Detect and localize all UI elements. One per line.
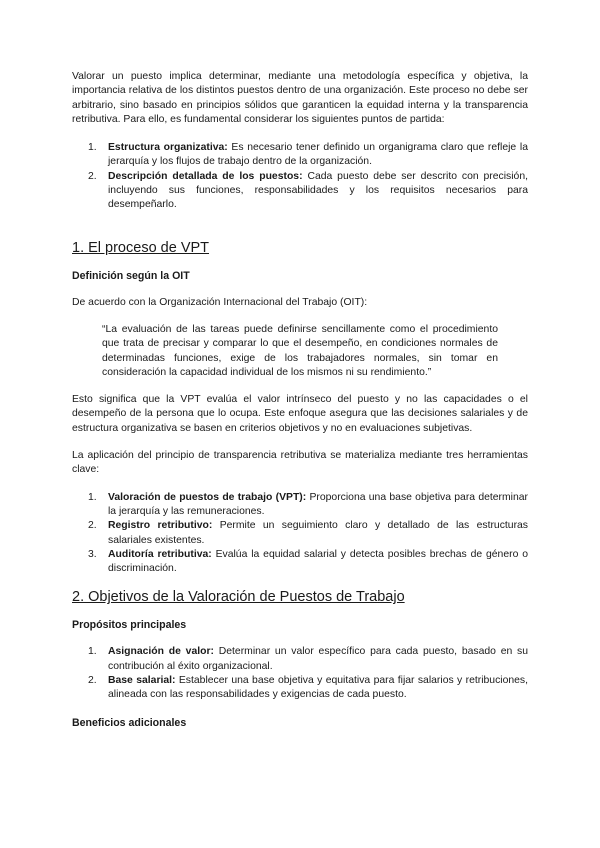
- document-body: [72, 70, 528, 730]
- intro-paragraph: Valorar un puesto implica determinar, mediante una metodología específica y objetiva, la importancia relativa de los distintos puestos dentro de una organización. Este proceso no debe ser arbitrario, sino basado en principios sólidos que garanticen la equidad interna y la transparencia retributiva. Para ello, es fundamental considerar los siguientes puntos de partida:: [72, 71, 528, 125]
- list-number: 1.: [88, 142, 97, 154]
- section2-heading: 2. Objetivos de la Valoración de Puestos de Trabajo: [72, 589, 405, 606]
- list-item: [72, 645, 528, 674]
- list-item-text: Evalúa la equidad salarial y detecta posibles brechas de género o discriminación.: [108, 548, 528, 575]
- vpt-explanation: Esto significa que la VPT evalúa el valor intrínseco del puesto y no las capacidades o el desempeño de la persona que lo ocupa. Este enfoque asegura que las decisiones salariales y de estructura organizativa se basen en criterios objetivos y no en evaluaciones subjetivas.: [72, 394, 528, 434]
- list-number: 2.: [88, 520, 97, 532]
- list-item-text: Determinar un valor específico para cada puesto, basado en su contribución al éxito organizacional.: [108, 646, 529, 672]
- section2-subheading-benefits: Beneficios adicionales: [72, 716, 187, 729]
- list-item-title: Auditoría retributiva:: [108, 548, 212, 560]
- list-item-title: Valoración de puestos de trabajo (VPT):: [108, 491, 307, 503]
- list-item: [72, 491, 528, 520]
- list-item-text: Establecer una base objetiva y equitativa para fijar salarios y retribuciones, alineada con las responsabilidades y exigencias de cada puesto.: [108, 675, 528, 701]
- list-item: [72, 170, 528, 213]
- list-item: [72, 141, 528, 170]
- list-item-text: Es necesario tener definido un organigrama claro que refleje la jerarquía y los flujos de trabajo dentro de la organización.: [108, 142, 528, 168]
- list-item: [72, 548, 528, 577]
- list-item-text: Cada puesto debe ser descrito con precisión, incluyendo sus funciones, responsabilidades y los requisitos necesarios para desempeñarlo.: [108, 170, 528, 211]
- list-number: 2.: [88, 675, 97, 687]
- list-item: [72, 519, 528, 548]
- tools-list: [72, 491, 528, 577]
- section1-heading: 1. El proceso de VPT: [72, 239, 210, 256]
- list-number: 3.: [88, 548, 97, 560]
- list-number: 1.: [88, 491, 97, 503]
- purposes-list: [72, 645, 528, 702]
- oit-lead: De acuerdo con la Organización Internacional del Trabajo (OIT):: [72, 296, 368, 308]
- list-number: 1.: [88, 646, 97, 658]
- list-item-title: Base salarial:: [108, 675, 176, 687]
- list-item-title: Estructura organizativa:: [108, 142, 228, 154]
- oit-quote: “La evaluación de las tareas puede definirse sencillamente como el procedimiento que trata de precisar y comparar lo que el desempeño, en condiciones normales de determinadas funciones, exige de los trabajadores normales, sin tomar en consideración la capacidad individual de los mismos ni su rendimiento.”: [102, 323, 498, 378]
- list-item-title: Registro retributivo:: [108, 520, 213, 532]
- list-item-text: Proporciona una base objetiva para determinar la jerarquía y las remuneraciones.: [108, 491, 528, 517]
- list-number: 2.: [88, 170, 97, 182]
- tools-intro: La aplicación del principio de transparencia retributiva se materializa mediante tres herramientas clave:: [72, 450, 528, 476]
- list-item-text: Permite un seguimiento claro y detallado de las estructuras salariales existentes.: [108, 520, 529, 546]
- list-item: [72, 674, 528, 703]
- list-item-title: Descripción detallada de los puestos:: [108, 170, 303, 182]
- list-item-title: Asignación de valor:: [108, 646, 214, 658]
- section2-subheading: Propósitos principales: [72, 619, 187, 632]
- section1-subheading: Definición según la OIT: [72, 269, 190, 282]
- starting-points-list: [72, 141, 528, 212]
